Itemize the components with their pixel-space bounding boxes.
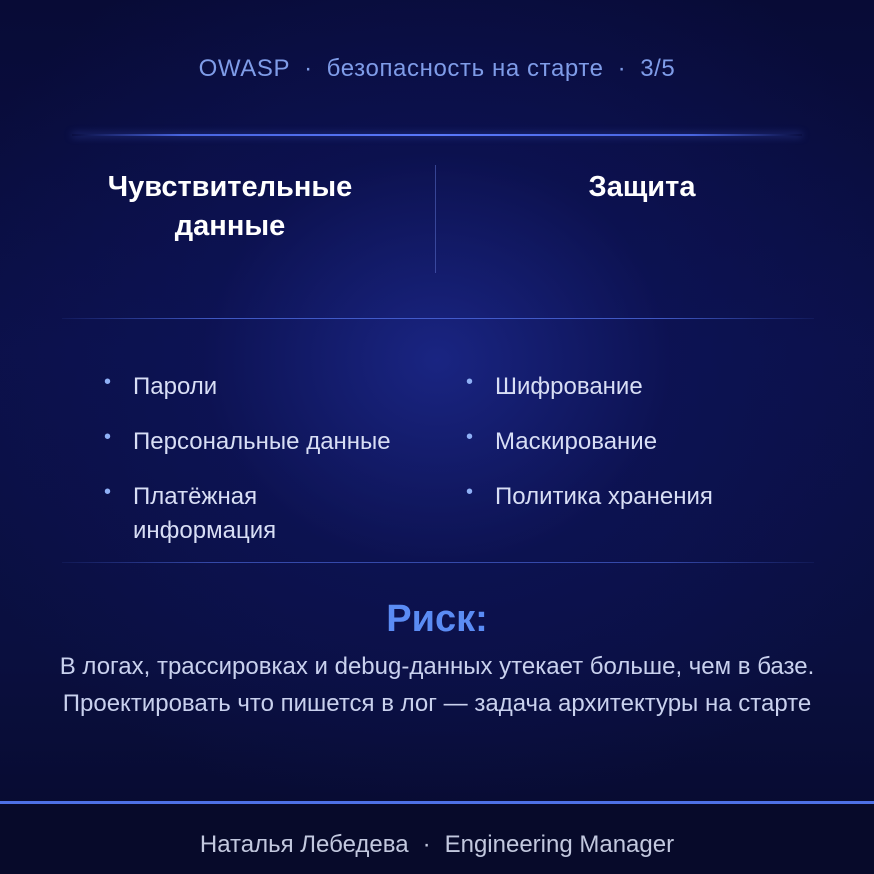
left-title-line2: данные: [174, 210, 286, 242]
left-column-title: [60, 168, 400, 246]
list-item: [466, 425, 806, 459]
risk-text: В логах, трассировках и debug-данных утекает больше, чем в базе. Проектировать что пишется в лог — задача архитектуры на старте: [59, 653, 815, 717]
header-topic: безопасность на старте: [326, 55, 604, 82]
header-separator-1: ·: [304, 55, 313, 82]
right-column-title: Защита: [588, 171, 696, 203]
list-item-label: Маскирование: [495, 428, 658, 455]
list-item-label: Персональные данные: [133, 428, 391, 455]
slide-header: [0, 55, 874, 83]
bullet-icon: •: [466, 371, 474, 393]
bullet-icon: •: [466, 481, 474, 503]
list-item-label: Пароли: [133, 373, 218, 400]
left-title-line1: Чувствительные: [107, 171, 353, 203]
list-item: [104, 370, 434, 404]
footer-author: Наталья Лебедева: [199, 831, 409, 858]
list-item-label: Шифрование: [495, 373, 643, 400]
columns-divider: [62, 318, 814, 319]
bullet-icon: •: [104, 426, 112, 448]
footer-separator: ·: [422, 831, 431, 858]
bullet-icon: •: [466, 426, 474, 448]
header-brand: OWASP: [198, 55, 291, 82]
risk-divider: [62, 562, 814, 563]
list-item-label: Платёжная информация: [133, 483, 277, 544]
risk-title: Риск:: [386, 598, 488, 640]
bullet-icon: •: [104, 481, 112, 503]
header-divider: [72, 134, 802, 136]
list-item-label: Политика хранения: [495, 483, 713, 510]
sensitive-data-list: [104, 370, 434, 569]
list-item: [466, 480, 806, 514]
list-item: [466, 370, 806, 404]
slide-footer: [0, 831, 874, 859]
list-item: [104, 480, 333, 548]
column-divider: [435, 165, 436, 273]
page-counter: 3/5: [640, 55, 676, 82]
footer-role: Engineering Manager: [444, 831, 675, 858]
list-item: [104, 425, 434, 459]
bullet-icon: •: [104, 371, 112, 393]
protection-list: [466, 370, 806, 535]
header-separator-2: ·: [617, 55, 627, 82]
